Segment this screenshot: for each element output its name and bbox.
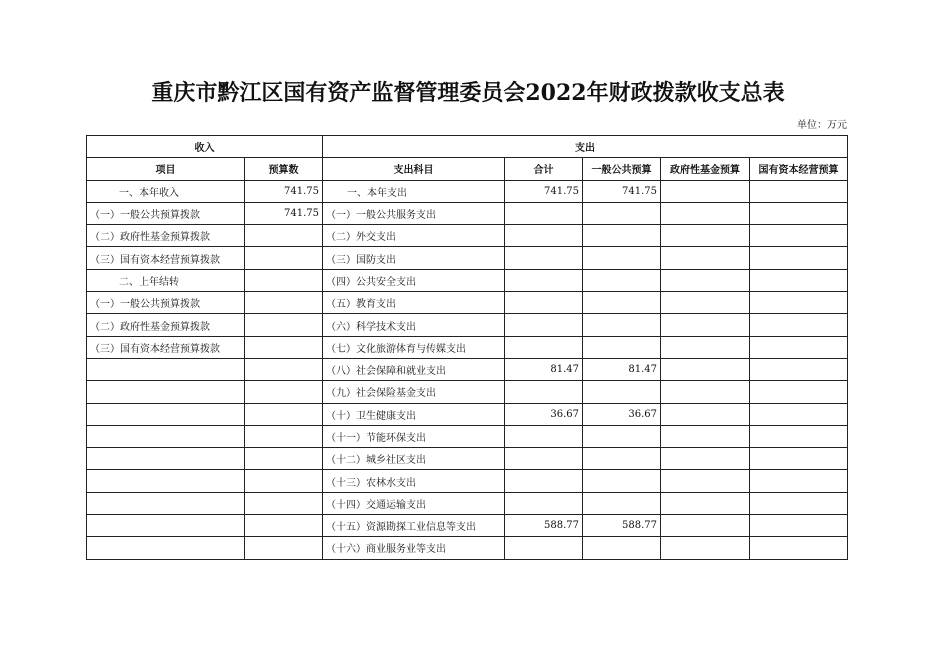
cell-item	[87, 492, 245, 514]
cell-general	[583, 247, 661, 269]
cell-total	[505, 448, 583, 470]
cell-govfund	[661, 247, 750, 269]
cell-subject: （三）国防支出	[323, 247, 505, 269]
table-row	[87, 202, 848, 224]
col-subject-header: 支出科目	[323, 158, 505, 180]
cell-budget	[245, 425, 323, 447]
cell-budget	[245, 269, 323, 291]
cell-stateop	[750, 537, 848, 559]
col-govfund-header: 政府性基金预算	[661, 158, 750, 180]
cell-general: 36.67	[583, 403, 661, 425]
cell-govfund	[661, 492, 750, 514]
cell-subject: （九）社会保险基金支出	[323, 381, 505, 403]
cell-govfund	[661, 403, 750, 425]
table-row	[87, 336, 848, 358]
cell-govfund	[661, 292, 750, 314]
cell-general: 741.75	[583, 180, 661, 202]
table-row	[87, 515, 848, 537]
cell-item	[87, 448, 245, 470]
cell-item	[87, 358, 245, 380]
cell-item	[87, 403, 245, 425]
cell-stateop	[750, 225, 848, 247]
cell-subject: （十六）商业服务业等支出	[323, 537, 505, 559]
cell-item: （二）政府性基金预算拨款	[87, 225, 245, 247]
cell-budget	[245, 247, 323, 269]
cell-budget	[245, 381, 323, 403]
table-row	[87, 292, 848, 314]
cell-stateop	[750, 492, 848, 514]
cell-general	[583, 269, 661, 291]
cell-general: 588.77	[583, 515, 661, 537]
cell-subject: （十）卫生健康支出	[323, 403, 505, 425]
cell-stateop	[750, 515, 848, 537]
cell-budget	[245, 358, 323, 380]
cell-subject: （一）一般公共服务支出	[323, 202, 505, 224]
table-row	[87, 247, 848, 269]
cell-govfund	[661, 470, 750, 492]
col-stateop-header: 国有资本经营预算	[750, 158, 848, 180]
cell-total	[505, 470, 583, 492]
cell-total	[505, 425, 583, 447]
cell-stateop	[750, 247, 848, 269]
cell-total	[505, 292, 583, 314]
cell-item: （一）一般公共预算拨款	[87, 292, 245, 314]
cell-subject: （七）文化旅游体育与传媒支出	[323, 336, 505, 358]
cell-item	[87, 515, 245, 537]
cell-govfund	[661, 269, 750, 291]
unit-label: 单位：万元	[797, 120, 847, 131]
cell-budget	[245, 448, 323, 470]
table-row	[87, 381, 848, 403]
cell-general	[583, 537, 661, 559]
cell-general	[583, 381, 661, 403]
table-row	[87, 314, 848, 336]
table-row	[87, 180, 848, 202]
cell-total	[505, 269, 583, 291]
cell-item: （三）国有资本经营预算拨款	[87, 336, 245, 358]
cell-general	[583, 314, 661, 336]
cell-total: 588.77	[505, 515, 583, 537]
cell-stateop	[750, 180, 848, 202]
header-row-2	[87, 158, 848, 180]
table-row	[87, 358, 848, 380]
table-row	[87, 425, 848, 447]
cell-item	[87, 381, 245, 403]
table-row	[87, 537, 848, 559]
cell-item: 二、上年结转	[87, 269, 245, 291]
col-general-header: 一般公共预算	[583, 158, 661, 180]
table-row	[87, 470, 848, 492]
cell-subject: （二）外交支出	[323, 225, 505, 247]
cell-item	[87, 537, 245, 559]
cell-govfund	[661, 336, 750, 358]
cell-general	[583, 336, 661, 358]
cell-total: 36.67	[505, 403, 583, 425]
cell-subject: （六）科学技术支出	[323, 314, 505, 336]
cell-budget	[245, 515, 323, 537]
cell-item	[87, 425, 245, 447]
cell-total	[505, 381, 583, 403]
cell-general	[583, 425, 661, 447]
cell-stateop	[750, 425, 848, 447]
cell-total	[505, 202, 583, 224]
cell-govfund	[661, 425, 750, 447]
cell-subject: （十一）节能环保支出	[323, 425, 505, 447]
cell-stateop	[750, 448, 848, 470]
income-header: 收入	[87, 136, 323, 158]
cell-total	[505, 537, 583, 559]
cell-item: （三）国有资本经营预算拨款	[87, 247, 245, 269]
table-row	[87, 492, 848, 514]
cell-general: 81.47	[583, 358, 661, 380]
cell-budget	[245, 537, 323, 559]
cell-total	[505, 247, 583, 269]
table-row	[87, 225, 848, 247]
cell-stateop	[750, 403, 848, 425]
cell-govfund	[661, 202, 750, 224]
table-row	[87, 403, 848, 425]
cell-govfund	[661, 225, 750, 247]
cell-govfund	[661, 448, 750, 470]
col-budget-header: 预算数	[245, 158, 323, 180]
cell-stateop	[750, 470, 848, 492]
cell-budget	[245, 492, 323, 514]
cell-budget: 741.75	[245, 180, 323, 202]
col-total-header: 合计	[505, 158, 583, 180]
cell-stateop	[750, 269, 848, 291]
cell-stateop	[750, 314, 848, 336]
cell-subject: 一、本年支出	[323, 180, 505, 202]
cell-budget	[245, 225, 323, 247]
table-row	[87, 269, 848, 291]
cell-total	[505, 492, 583, 514]
cell-govfund	[661, 537, 750, 559]
cell-govfund	[661, 314, 750, 336]
cell-subject: （十三）农林水支出	[323, 470, 505, 492]
table-row	[87, 448, 848, 470]
expense-header: 支出	[323, 136, 848, 158]
col-item-header: 项目	[87, 158, 245, 180]
cell-stateop	[750, 336, 848, 358]
cell-total	[505, 314, 583, 336]
cell-total	[505, 225, 583, 247]
cell-budget	[245, 314, 323, 336]
cell-subject: （十五）资源勘探工业信息等支出	[323, 515, 505, 537]
header-row-1	[87, 136, 848, 158]
table-body	[87, 180, 848, 559]
cell-budget	[245, 403, 323, 425]
cell-govfund	[661, 515, 750, 537]
cell-total: 741.75	[505, 180, 583, 202]
cell-total	[505, 336, 583, 358]
cell-item	[87, 470, 245, 492]
cell-item: （一）一般公共预算拨款	[87, 202, 245, 224]
budget-table	[86, 135, 848, 560]
cell-general	[583, 202, 661, 224]
page-title: 重庆市黔江区国有资产监督管理委员会2022年财政拨款收支总表	[151, 80, 785, 106]
cell-budget	[245, 470, 323, 492]
cell-govfund	[661, 381, 750, 403]
cell-subject: （十四）交通运输支出	[323, 492, 505, 514]
cell-general	[583, 470, 661, 492]
cell-stateop	[750, 358, 848, 380]
cell-budget	[245, 292, 323, 314]
cell-stateop	[750, 202, 848, 224]
cell-subject: （十二）城乡社区支出	[323, 448, 505, 470]
cell-item: 一、本年收入	[87, 180, 245, 202]
cell-stateop	[750, 292, 848, 314]
cell-general	[583, 448, 661, 470]
cell-stateop	[750, 381, 848, 403]
cell-budget: 741.75	[245, 202, 323, 224]
cell-total: 81.47	[505, 358, 583, 380]
cell-govfund	[661, 358, 750, 380]
cell-budget	[245, 336, 323, 358]
cell-general	[583, 292, 661, 314]
cell-general	[583, 225, 661, 247]
cell-general	[583, 492, 661, 514]
cell-subject: （四）公共安全支出	[323, 269, 505, 291]
cell-subject: （八）社会保障和就业支出	[323, 358, 505, 380]
cell-govfund	[661, 180, 750, 202]
cell-subject: （五）教育支出	[323, 292, 505, 314]
cell-item: （二）政府性基金预算拨款	[87, 314, 245, 336]
